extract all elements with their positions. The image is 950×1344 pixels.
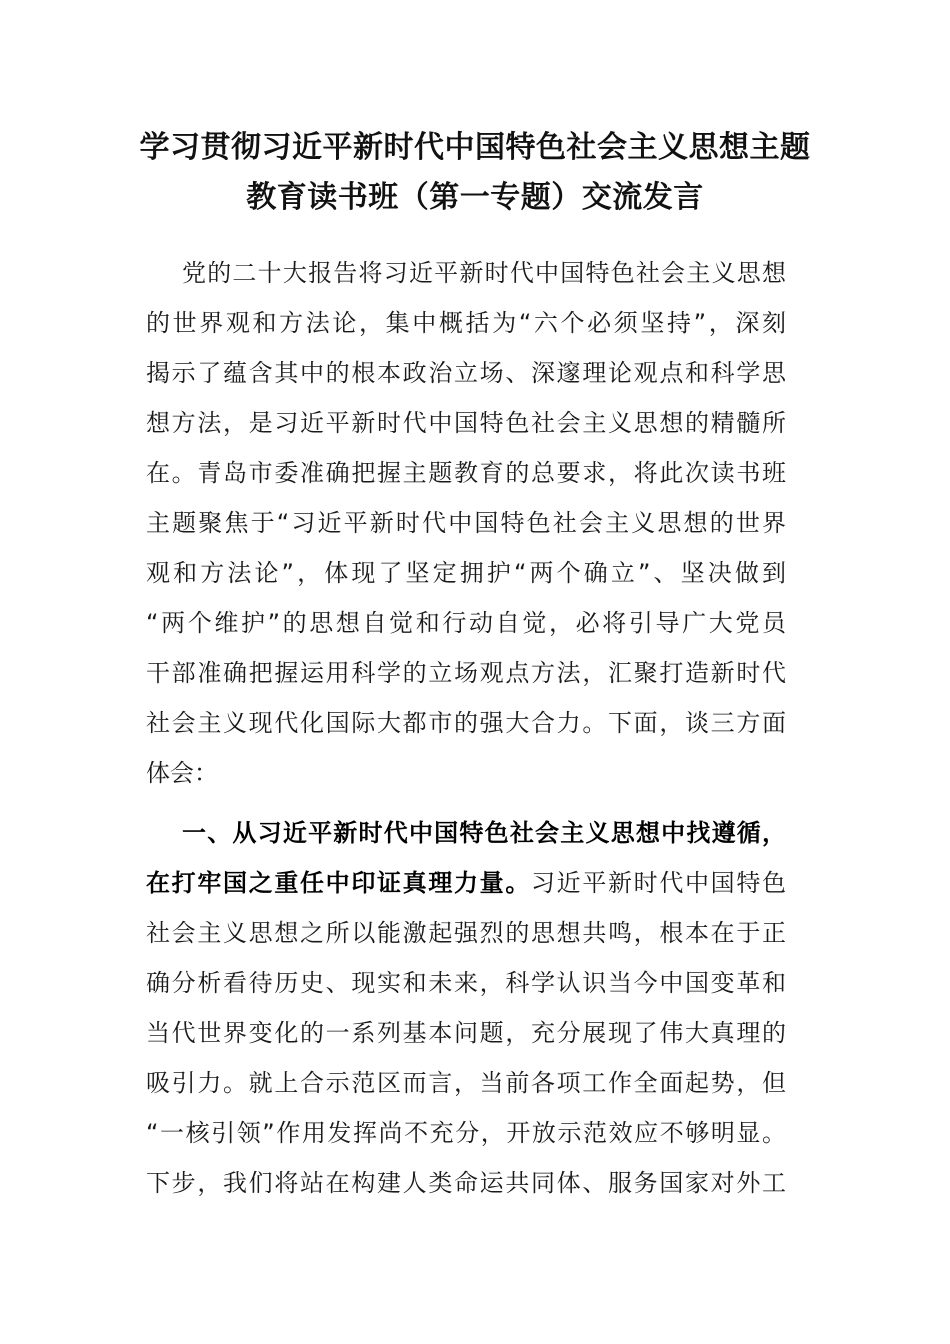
- paragraph-line: 的世界观和方法论，集中概括为“六个必须坚持”，深刻: [146, 309, 786, 337]
- paragraph-line: 干部准确把握运用科学的立场观点方法，汇聚打造新时代: [146, 659, 786, 687]
- paragraph-line: 揭示了蕴含其中的根本政治立场、深邃理论观点和科学思: [146, 359, 786, 387]
- paragraph-line: 在。青岛市委准确把握主题教育的总要求，将此次读书班: [146, 459, 786, 487]
- paragraph-line: 党的二十大报告将习近平新时代中国特色社会主义思想: [182, 259, 786, 287]
- section-body-line: 下步，我们将站在构建人类命运共同体、服务国家对外工: [146, 1169, 786, 1197]
- paragraph-line: 想方法，是习近平新时代中国特色社会主义思想的精髓所: [146, 409, 786, 437]
- section-heading-text: 一、从习近平新时代中国特色社会主义思想中找遵循，: [182, 819, 786, 847]
- paragraph-line: 体会：: [146, 759, 218, 787]
- document-title-line-2: 教育读书班（第一专题）交流发言: [246, 180, 704, 215]
- paragraph-line: 社会主义现代化国际大都市的强大合力。下面，谈三方面: [146, 709, 786, 737]
- section-heading-text: 在打牢国之重任中印证真理力量。: [146, 869, 531, 897]
- section-body-line: 社会主义思想之所以能激起强烈的思想共鸣，根本在于正: [146, 919, 786, 947]
- document-title-line-1: 学习贯彻习近平新时代中国特色社会主义思想主题: [139, 130, 811, 165]
- paragraph-line: 主题聚焦于“习近平新时代中国特色社会主义思想的世界: [146, 509, 786, 537]
- section-body-line: “一核引领”作用发挥尚不充分，开放示范效应不够明显。: [146, 1119, 786, 1147]
- section-body-text: 习近平新时代中国特色: [531, 869, 786, 897]
- section-body-line: 确分析看待历史、现实和未来，科学认识当今中国变革和: [146, 969, 786, 997]
- paragraph-line: “两个维护”的思想自觉和行动自觉，必将引导广大党员: [146, 609, 786, 637]
- section-body-line: 吸引力。就上合示范区而言，当前各项工作全面起势，但: [146, 1069, 786, 1097]
- paragraph-line: 观和方法论”，体现了坚定拥护“两个确立”、坚决做到: [146, 559, 786, 587]
- section-heading-line: [146, 858, 786, 908]
- section-body-line: 当代世界变化的一系列基本问题，充分展现了伟大真理的: [146, 1019, 786, 1047]
- section-heading-line: [182, 808, 786, 858]
